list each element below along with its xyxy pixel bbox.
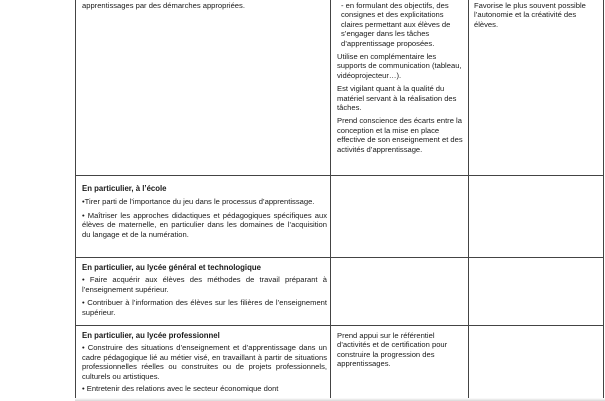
lycee-pro-item-2: • Entretenir des relations avec le secteur économique dont — [82, 384, 279, 394]
lycee-pro-cell — [82, 331, 327, 393]
ecole-heading: En particulier, à l’école — [82, 184, 167, 193]
ecole-item-2: • Maîtriser les approches didactiques et pédagogiques spécifiques aux élèves de maternelle, en particulier dans les domaines de l’acquisition du langage et de la numération. — [82, 210, 327, 239]
top-row-col2 — [337, 1, 463, 154]
lycee-gt-heading: En particulier, au lycée général et technologique — [82, 263, 261, 272]
objectives-bullet: - en formulant des objectifs, des consignes et des explicitations claires permettant aux élèves de s’engager dans les tâches d’apprentissage proposées. — [341, 1, 451, 48]
lycee-pro-heading: En particulier, au lycée professionnel — [82, 331, 220, 340]
top-row-col3-text: Favorise le plus souvent possible l’autonomie et la créativité des élèves. — [474, 1, 586, 29]
communication-supports: Utilise en complémentaire les supports de communication (tableau, vidéoprojecteur…). — [337, 52, 462, 80]
top-row-col1-text: apprentissages par des démarches appropriées. — [82, 1, 245, 10]
ecole-cell — [82, 184, 327, 239]
lycee-pro-item-1: • Construire des situations d’enseignement et d’apprentissage dans un cadre pédagogique lié au métier visé, en travaillant à partir de situations professionnelles réelles ou construites ou de projets professionnels, culturels ou artistiques. — [82, 343, 327, 381]
lycee-pro-col2-text: Prend appui sur le référentiel d’activités et de certification pour construire la progression des apprentissages. — [337, 331, 448, 369]
ecole-item-1: •Tirer parti de l’importance du jeu dans le processus d’apprentissage. — [82, 197, 315, 207]
material-quality: Est vigilant quant à la qualité du matériel servant à la réalisation des tâches. — [337, 84, 457, 113]
row-divider-1 — [75, 175, 604, 176]
table-border-left — [75, 0, 76, 401]
table-border-right — [603, 0, 604, 401]
column-divider-2 — [468, 0, 469, 401]
column-divider-1 — [330, 0, 331, 401]
row-divider-2 — [75, 257, 604, 258]
row-divider-3 — [75, 325, 604, 326]
lycee-gt-cell — [82, 263, 327, 317]
lycee-gt-item-2: • Contribuer à l’information des élèves sur les filières de l’enseignement supérieur. — [82, 298, 327, 317]
gap-awareness: Prend conscience des écarts entre la conception et la mise en place effective de son enseignement et des activités d’apprentissage. — [337, 116, 463, 154]
lycee-gt-item-1: • Faire acquérir aux élèves des méthodes de travail préparant à l’enseignement supérieur. — [82, 275, 327, 294]
